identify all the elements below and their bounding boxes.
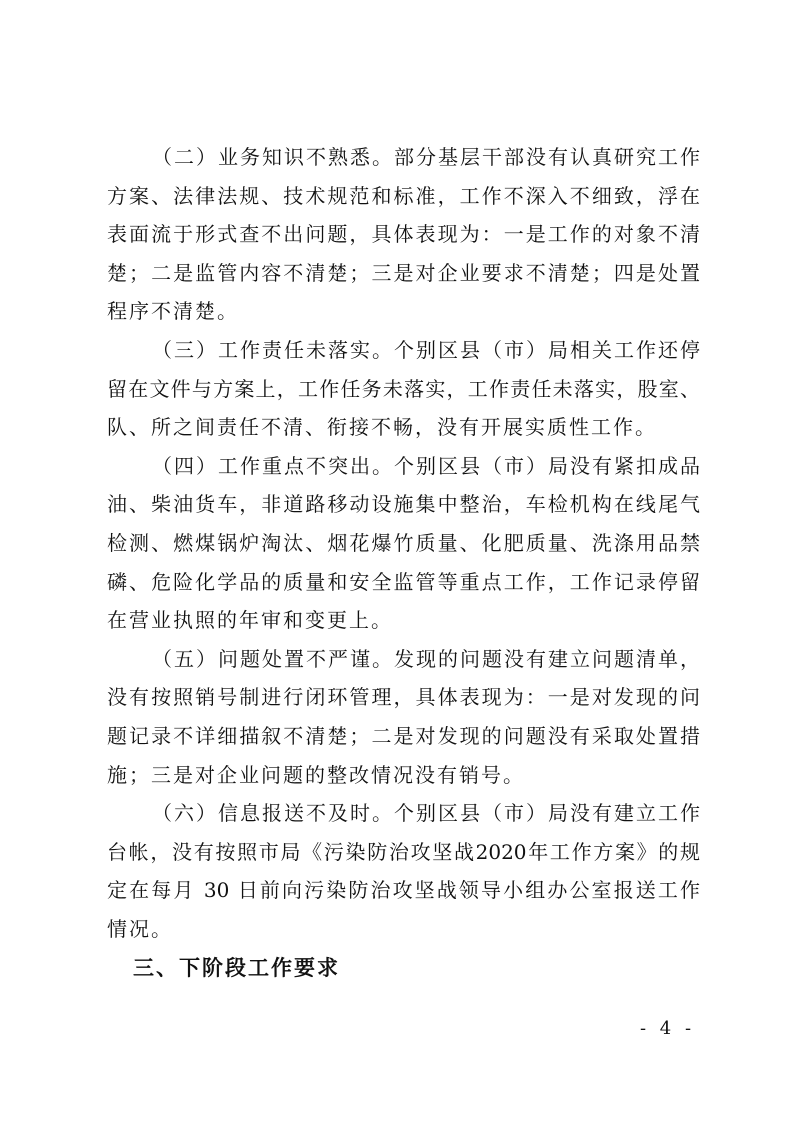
text-line: （六）信息报送不及时。个别区县（市）局没有建立工作	[152, 801, 700, 826]
page-number: - 4 -	[640, 1018, 696, 1039]
text-line: 楚；二是监管内容不清楚；三是对企业要求不清楚；四是处置	[107, 260, 700, 285]
text-line: （五）问题处置不严谨。发现的问题没有建立问题清单，	[152, 646, 700, 671]
text-line: 方案、法律法规、技术规范和标准，工作不深入不细致，浮在	[107, 183, 700, 208]
text-line: 台帐，没有按照市局《污染防治攻坚战2020年工作方案》的规	[107, 839, 700, 864]
text-line: 程序不清楚。	[107, 299, 239, 324]
text-line: 检测、燃煤锅炉淘汰、烟花爆竹质量、化肥质量、洗涤用品禁	[107, 531, 700, 555]
text-line: 在营业执照的年审和变更上。	[107, 608, 393, 633]
text-line: 留在文件与方案上，工作任务未落实，工作责任未落实，股室、	[107, 376, 700, 401]
text-line: （四）工作重点不突出。个别区县（市）局没有紧扣成品	[152, 453, 700, 478]
text-line: 定在每月 30 日前向污染防治攻坚战领导小组办公室报送工作	[107, 878, 700, 903]
text-line: 队、所之间责任不清、衔接不畅，没有开展实质性工作。	[107, 415, 657, 440]
text-line: 情况。	[107, 917, 173, 941]
text-line: 题记录不详细描叙不清楚；二是对发现的问题没有采取处置措	[107, 724, 700, 748]
section-heading: 三、下阶段工作要求	[133, 955, 340, 980]
text-line: （三）工作责任未落实。个别区县（市）局相关工作还停	[152, 338, 700, 362]
text-line: 施；三是对企业问题的整改情况没有销号。	[107, 762, 525, 787]
text-line: 磷、危险化学品的质量和安全监管等重点工作，工作记录停留	[107, 569, 700, 594]
text-line: （二）业务知识不熟悉。部分基层干部没有认真研究工作	[152, 145, 700, 169]
text-line: 表面流于形式查不出问题，具体表现为：一是工作的对象不清	[107, 222, 700, 247]
text-line: 没有按照销号制进行闭环管理，具体表现为：一是对发现的问	[107, 685, 700, 710]
text-line: 油、柴油货车，非道路移动设施集中整治，车检机构在线尾气	[107, 492, 700, 517]
